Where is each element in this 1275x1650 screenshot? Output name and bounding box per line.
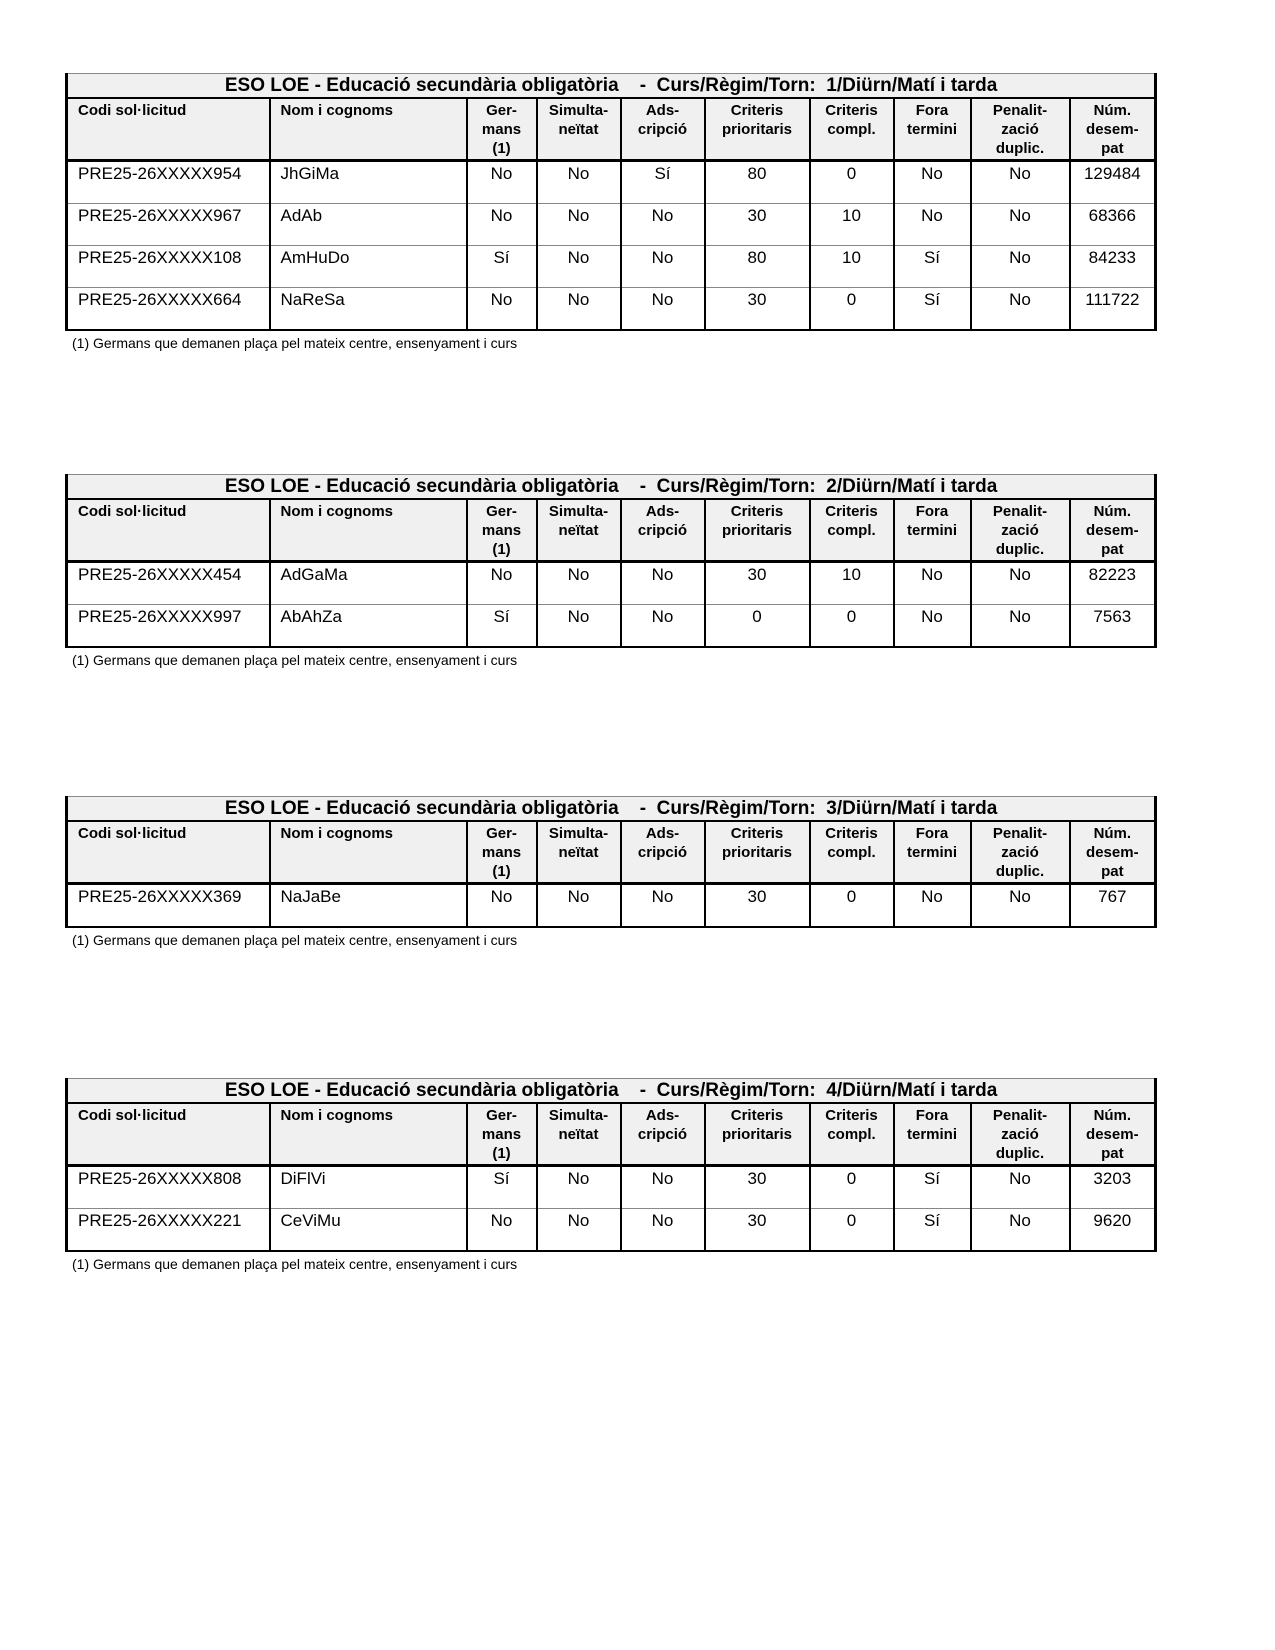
cell-simultaneitat: No	[537, 246, 621, 288]
header-fora-termini: Fora termini	[894, 98, 971, 161]
cell-germans: No	[467, 204, 537, 246]
cell-criteris-compl: 0	[810, 1166, 894, 1209]
header-row	[67, 1103, 1156, 1166]
cell-criteris-prioritaris: 30	[705, 204, 810, 246]
cell-criteris-compl: 10	[810, 204, 894, 246]
header-adscripcio: Ads- cripció	[621, 1103, 705, 1166]
header-criteris-compl: Criteris compl.	[810, 1103, 894, 1166]
header-fora-termini: Fora termini	[894, 1103, 971, 1166]
cell-num-desempat: 9620	[1070, 1209, 1156, 1252]
header-fora-termini: Fora termini	[894, 821, 971, 884]
cell-fora-termini: No	[894, 605, 971, 648]
header-codi: Codi sol·licitud	[67, 499, 270, 562]
cell-germans: No	[467, 562, 537, 605]
cell-num-desempat: 767	[1070, 884, 1156, 928]
cell-codi: PRE25-26XXXXX221	[67, 1209, 270, 1252]
header-codi: Codi sol·licitud	[67, 98, 270, 161]
cell-criteris-prioritaris: 80	[705, 246, 810, 288]
header-penalitzacio: Penalit- zació duplic.	[971, 1103, 1070, 1166]
cell-num-desempat: 7563	[1070, 605, 1156, 648]
cell-germans: Sí	[467, 605, 537, 648]
footnote: (1) Germans que demanen plaça pel mateix centre, ensenyament i curs	[72, 652, 518, 668]
header-germans: Ger- mans (1)	[467, 98, 537, 161]
header-germans: Ger- mans (1)	[467, 499, 537, 562]
table-row	[67, 562, 1156, 605]
header-criteris-prioritaris: Criteris prioritaris	[705, 821, 810, 884]
table-row	[67, 204, 1156, 246]
cell-simultaneitat: No	[537, 1166, 621, 1209]
cell-criteris-compl: 0	[810, 1209, 894, 1252]
cell-criteris-prioritaris: 30	[705, 884, 810, 928]
admissions-table-section	[65, 796, 1154, 948]
header-simultaneitat: Simulta- neïtat	[537, 821, 621, 884]
cell-nom: CeViMu	[270, 1209, 467, 1252]
cell-penalitzacio: No	[971, 884, 1070, 928]
table-row	[67, 1166, 1156, 1209]
header-row	[67, 821, 1156, 884]
cell-criteris-prioritaris: 30	[705, 288, 810, 331]
cell-codi: PRE25-26XXXXX664	[67, 288, 270, 331]
header-row	[67, 499, 1156, 562]
cell-nom: AmHuDo	[270, 246, 467, 288]
cell-simultaneitat: No	[537, 605, 621, 648]
table-title: ESO LOE - Educació secundària obligatòria - Curs/Règim/Torn: 2/Diürn/Matí i tarda	[67, 475, 1156, 500]
cell-adscripcio: No	[621, 246, 705, 288]
header-simultaneitat: Simulta- neïtat	[537, 499, 621, 562]
cell-fora-termini: Sí	[894, 246, 971, 288]
cell-penalitzacio: No	[971, 288, 1070, 331]
cell-criteris-compl: 0	[810, 161, 894, 204]
admissions-table-section	[65, 73, 1154, 351]
cell-criteris-prioritaris: 30	[705, 1166, 810, 1209]
cell-penalitzacio: No	[971, 204, 1070, 246]
header-row	[67, 98, 1156, 161]
cell-nom: AdGaMa	[270, 562, 467, 605]
cell-adscripcio: No	[621, 1166, 705, 1209]
cell-criteris-compl: 0	[810, 605, 894, 648]
footnote: (1) Germans que demanen plaça pel mateix centre, ensenyament i curs	[72, 335, 518, 351]
header-adscripcio: Ads- cripció	[621, 821, 705, 884]
cell-adscripcio: No	[621, 605, 705, 648]
cell-germans: No	[467, 161, 537, 204]
cell-fora-termini: No	[894, 562, 971, 605]
header-num-desempat: Núm. desem- pat	[1070, 98, 1156, 161]
cell-fora-termini: Sí	[894, 1166, 971, 1209]
header-simultaneitat: Simulta- neïtat	[537, 1103, 621, 1166]
cell-simultaneitat: No	[537, 1209, 621, 1252]
header-penalitzacio: Penalit- zació duplic.	[971, 821, 1070, 884]
admissions-table	[65, 1078, 1157, 1252]
cell-nom: JhGiMa	[270, 161, 467, 204]
cell-adscripcio: No	[621, 288, 705, 331]
header-num-desempat: Núm. desem- pat	[1070, 1103, 1156, 1166]
cell-criteris-prioritaris: 30	[705, 1209, 810, 1252]
cell-fora-termini: No	[894, 884, 971, 928]
header-criteris-prioritaris: Criteris prioritaris	[705, 499, 810, 562]
cell-penalitzacio: No	[971, 605, 1070, 648]
header-penalitzacio: Penalit- zació duplic.	[971, 499, 1070, 562]
cell-simultaneitat: No	[537, 161, 621, 204]
admissions-table	[65, 796, 1157, 928]
cell-codi: PRE25-26XXXXX369	[67, 884, 270, 928]
header-criteris-prioritaris: Criteris prioritaris	[705, 1103, 810, 1166]
admissions-table-section	[65, 1078, 1154, 1272]
cell-codi: PRE25-26XXXXX454	[67, 562, 270, 605]
table-title: ESO LOE - Educació secundària obligatòria - Curs/Règim/Torn: 3/Diürn/Matí i tarda	[67, 797, 1156, 822]
cell-codi: PRE25-26XXXXX808	[67, 1166, 270, 1209]
admissions-table-section	[65, 474, 1154, 668]
header-fora-termini: Fora termini	[894, 499, 971, 562]
cell-num-desempat: 68366	[1070, 204, 1156, 246]
header-num-desempat: Núm. desem- pat	[1070, 499, 1156, 562]
table-row	[67, 246, 1156, 288]
footnote: (1) Germans que demanen plaça pel mateix centre, ensenyament i curs	[72, 932, 518, 948]
cell-nom: AdAb	[270, 204, 467, 246]
cell-criteris-prioritaris: 80	[705, 161, 810, 204]
cell-germans: No	[467, 884, 537, 928]
cell-codi: PRE25-26XXXXX997	[67, 605, 270, 648]
cell-simultaneitat: No	[537, 562, 621, 605]
cell-germans: No	[467, 288, 537, 331]
header-nom: Nom i cognoms	[270, 499, 467, 562]
cell-germans: Sí	[467, 246, 537, 288]
cell-germans: Sí	[467, 1166, 537, 1209]
header-nom: Nom i cognoms	[270, 1103, 467, 1166]
header-criteris-prioritaris: Criteris prioritaris	[705, 98, 810, 161]
table-row	[67, 288, 1156, 331]
admissions-table	[65, 73, 1157, 331]
cell-penalitzacio: No	[971, 1209, 1070, 1252]
header-adscripcio: Ads- cripció	[621, 98, 705, 161]
cell-nom: DiFlVi	[270, 1166, 467, 1209]
header-criteris-compl: Criteris compl.	[810, 499, 894, 562]
header-criteris-compl: Criteris compl.	[810, 821, 894, 884]
footnote: (1) Germans que demanen plaça pel mateix centre, ensenyament i curs	[72, 1256, 518, 1272]
header-nom: Nom i cognoms	[270, 98, 467, 161]
cell-adscripcio: No	[621, 1209, 705, 1252]
cell-criteris-compl: 0	[810, 884, 894, 928]
cell-adscripcio: No	[621, 562, 705, 605]
cell-adscripcio: Sí	[621, 161, 705, 204]
cell-penalitzacio: No	[971, 1166, 1070, 1209]
table-title: ESO LOE - Educació secundària obligatòria - Curs/Règim/Torn: 1/Diürn/Matí i tarda	[67, 74, 1156, 99]
cell-criteris-compl: 10	[810, 562, 894, 605]
header-adscripcio: Ads- cripció	[621, 499, 705, 562]
cell-criteris-compl: 10	[810, 246, 894, 288]
cell-criteris-prioritaris: 0	[705, 605, 810, 648]
header-germans: Ger- mans (1)	[467, 1103, 537, 1166]
cell-criteris-compl: 0	[810, 288, 894, 331]
header-simultaneitat: Simulta- neïtat	[537, 98, 621, 161]
cell-adscripcio: No	[621, 884, 705, 928]
header-nom: Nom i cognoms	[270, 821, 467, 884]
header-num-desempat: Núm. desem- pat	[1070, 821, 1156, 884]
cell-nom: NaReSa	[270, 288, 467, 331]
cell-num-desempat: 82223	[1070, 562, 1156, 605]
cell-nom: AbAhZa	[270, 605, 467, 648]
header-criteris-compl: Criteris compl.	[810, 98, 894, 161]
cell-criteris-prioritaris: 30	[705, 562, 810, 605]
table-row	[67, 605, 1156, 648]
cell-num-desempat: 84233	[1070, 246, 1156, 288]
cell-codi: PRE25-26XXXXX954	[67, 161, 270, 204]
header-codi: Codi sol·licitud	[67, 1103, 270, 1166]
table-row	[67, 884, 1156, 928]
cell-fora-termini: No	[894, 204, 971, 246]
cell-codi: PRE25-26XXXXX108	[67, 246, 270, 288]
cell-num-desempat: 129484	[1070, 161, 1156, 204]
cell-num-desempat: 3203	[1070, 1166, 1156, 1209]
cell-penalitzacio: No	[971, 246, 1070, 288]
cell-penalitzacio: No	[971, 562, 1070, 605]
cell-fora-termini: No	[894, 161, 971, 204]
cell-simultaneitat: No	[537, 204, 621, 246]
admissions-table	[65, 474, 1157, 648]
header-penalitzacio: Penalit- zació duplic.	[971, 98, 1070, 161]
cell-num-desempat: 111722	[1070, 288, 1156, 331]
cell-penalitzacio: No	[971, 161, 1070, 204]
cell-codi: PRE25-26XXXXX967	[67, 204, 270, 246]
cell-nom: NaJaBe	[270, 884, 467, 928]
table-row	[67, 1209, 1156, 1252]
table-title: ESO LOE - Educació secundària obligatòria - Curs/Règim/Torn: 4/Diürn/Matí i tarda	[67, 1079, 1156, 1104]
header-germans: Ger- mans (1)	[467, 821, 537, 884]
cell-simultaneitat: No	[537, 884, 621, 928]
header-codi: Codi sol·licitud	[67, 821, 270, 884]
cell-fora-termini: Sí	[894, 1209, 971, 1252]
cell-simultaneitat: No	[537, 288, 621, 331]
table-row	[67, 161, 1156, 204]
cell-adscripcio: No	[621, 204, 705, 246]
cell-fora-termini: Sí	[894, 288, 971, 331]
cell-germans: No	[467, 1209, 537, 1252]
